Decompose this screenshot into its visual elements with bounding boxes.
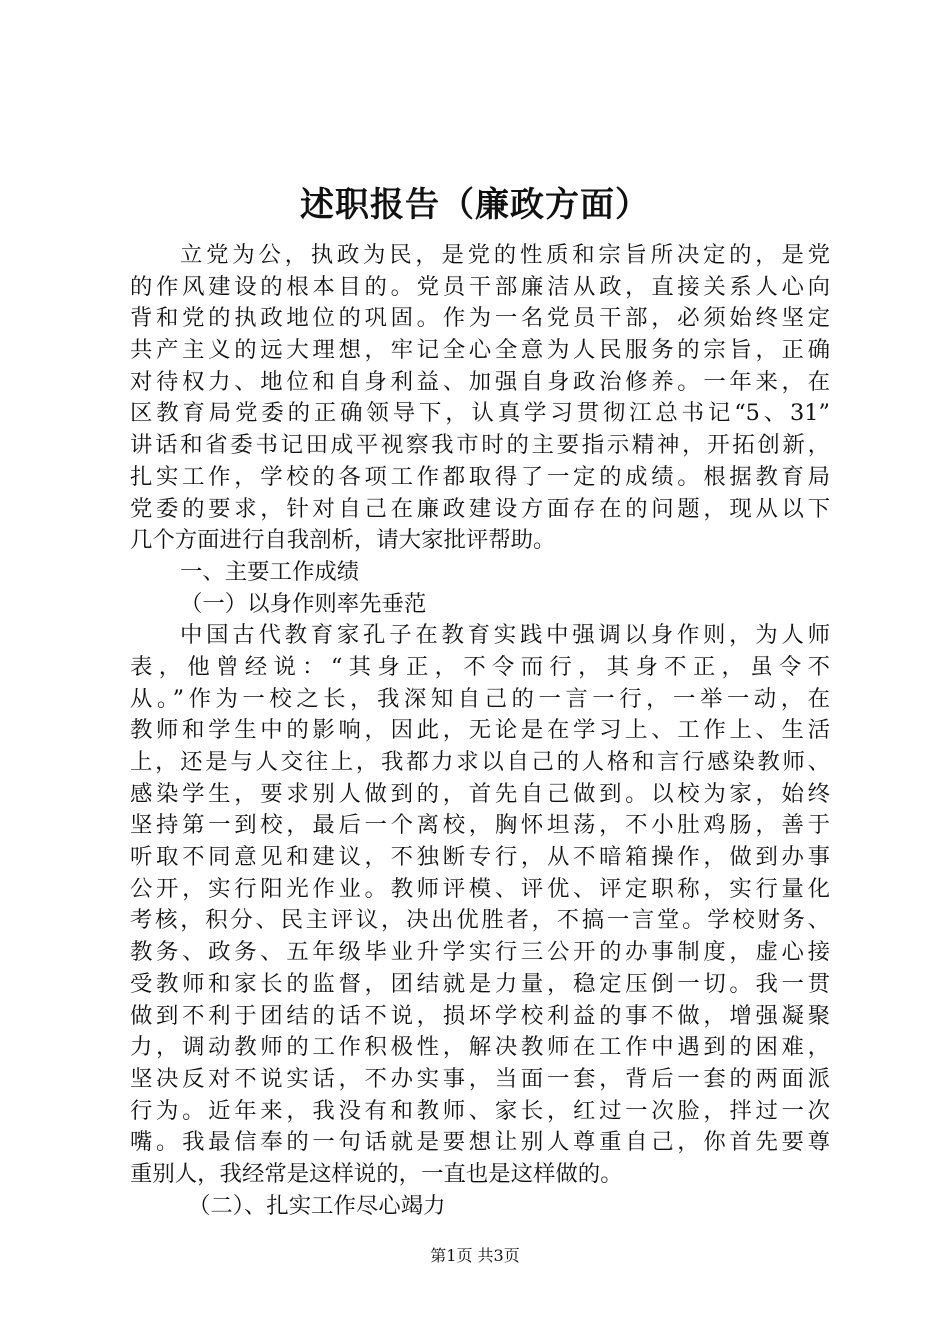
paragraph-line: 区教育局党委的正确领导下，认真学习贯彻江总书记“5、31” [130,400,830,427]
page-footer: 第1页 共3页 [430,1246,520,1265]
document-title: 述职报告（廉政方面） [300,185,650,225]
paragraph-line: 嘴。我最信奉的一句话就是要想让别人尊重自己，你首先要尊 [130,1129,830,1156]
paragraph-line: 教师和学生中的影响，因此，无论是在学习上、工作上、生活 [130,717,830,744]
paragraph-line: 讲话和省委书记田成平视察我市时的主要指示精神，开拓创新， [130,432,830,459]
paragraph-line: 表，他曾经说：“其身正，不令而行，其身不正，虽令不 [130,653,830,680]
paragraph-line: 从。”作为一校之长，我深知自己的一言一行，一举一动，在 [130,685,830,712]
paragraph-line: 背和党的执政地位的巩固。作为一名党员干部，必须始终坚定 [130,305,830,332]
paragraph-line: 上，还是与人交往上，我都力求以自己的人格和言行感染教师、 [130,749,830,775]
paragraph-line: 力，调动教师的工作积极性，解决教师在工作中遇到的困难， [130,1034,830,1061]
paragraph-line: 扎实工作，学校的各项工作都取得了一定的成绩。根据教育局 [130,463,830,490]
paragraph-line: 的作风建设的根本目的。党员干部廉洁从政，直接关系人心向 [130,273,830,300]
paragraph-line: 对待权力、地位和自身利益、加强自身政治修养。一年来，在 [130,368,830,395]
paragraph-line: 受教师和家长的监督，团结就是力量，稳定压倒一切。我一贯 [130,970,830,997]
paragraph-line: 感染学生，要求别人做到的，首先自己做到。以校为家，始终 [130,780,830,807]
section-heading: 一、主要工作成绩 [180,558,360,585]
paragraph-line: 坚持第一到校，最后一个离校，胸怀坦荡，不小肚鸡肠，善于 [130,812,830,839]
paragraph-line: 行为。近年来，我没有和教师、家长，红过一次脸，拌过一次 [130,1097,830,1124]
paragraph-line: 公开，实行阳光作业。教师评模、评优、评定职称，实行量化 [130,875,830,902]
paragraph-line: 教务、政务、五年级毕业升学实行三公开的办事制度，虚心接 [130,939,830,966]
paragraph-line: 听取不同意见和建议，不独断专行，从不暗箱操作，做到办事 [130,844,830,871]
paragraph-line: 几个方面进行自我剖析，请大家批评帮助。 [130,527,556,554]
paragraph-line: 中国古代教育家孔子在教育实践中强调以身作则，为人师 [180,622,830,649]
paragraph-line: 重别人，我经常是这样说的，一直也是这样做的。 [130,1160,623,1187]
document-body [130,240,830,1222]
paragraph-line: 立党为公，执政为民，是党的性质和宗旨所决定的，是党 [180,242,830,268]
subsection-heading: （二）、扎实工作尽心竭力 [188,1192,446,1219]
paragraph-line: 考核，积分、民主评议，决出优胜者，不搞一言堂。学校财务、 [130,907,830,934]
paragraph-line: 做到不利于团结的话不说，损坏学校利益的事不做，增强凝聚 [130,1002,830,1029]
subsection-heading: （一）以身作则率先垂范 [180,590,427,617]
paragraph-line: 党委的要求，针对自己在廉政建设方面存在的问题，现从以下 [130,495,830,522]
paragraph-line: 坚决反对不说实话，不办实事，当面一套，背后一套的两面派 [130,1065,830,1092]
paragraph-line: 共产主义的远大理想，牢记全心全意为人民服务的宗旨，正确 [130,337,830,364]
